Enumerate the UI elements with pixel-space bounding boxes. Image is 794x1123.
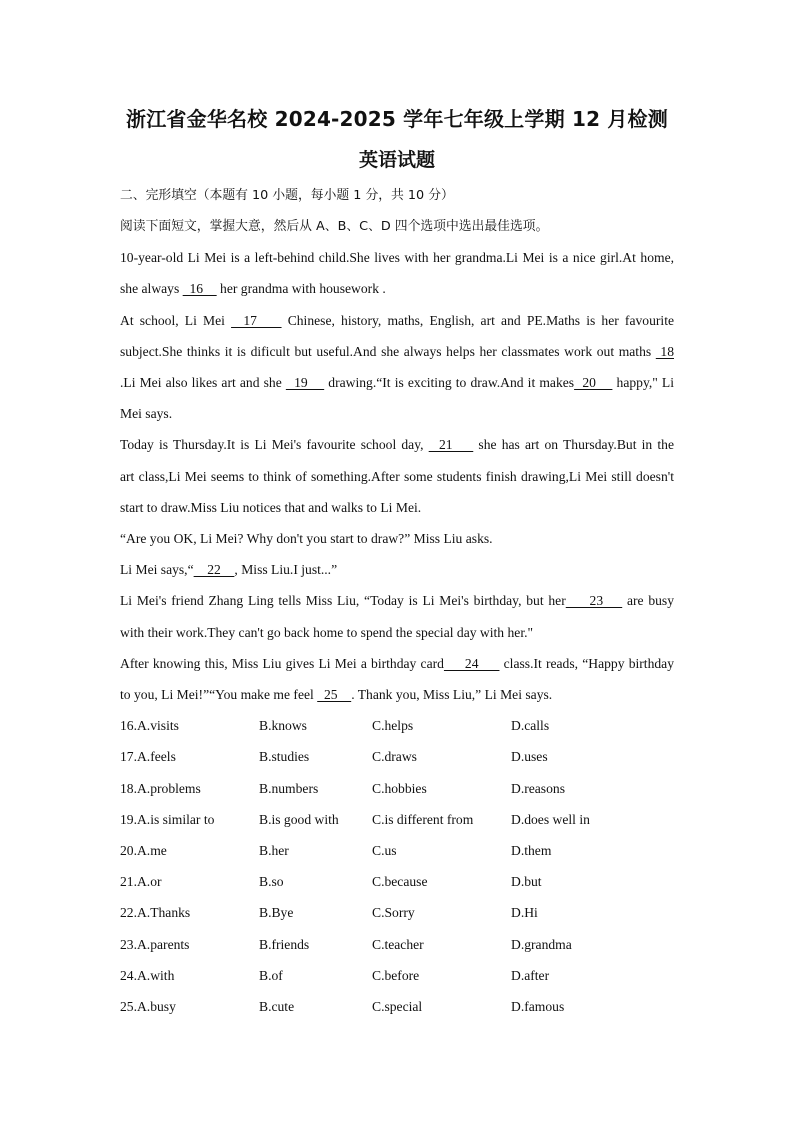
- section-heading: 二、完形填空（本题有 10 小题，每小题 1 分，共 10 分）: [120, 188, 454, 203]
- passage-text: to you, Li Mei!”“You make me feel: [120, 687, 318, 702]
- blank-17: 17: [231, 313, 282, 328]
- option-a: 25.A.busy: [120, 999, 176, 1014]
- passage-text: After knowing this, Miss Liu gives Li Mei a birthday card: [120, 656, 444, 671]
- passage-text: Today is Thursday.It is Li Mei's favourite school day,: [120, 437, 429, 452]
- option-b: B.of: [259, 968, 283, 983]
- passage-text: “Are you OK, Li Mei? Why don't you start to draw?” Miss Liu asks.: [120, 531, 493, 546]
- question-row: [120, 717, 680, 735]
- option-c: C.because: [372, 874, 428, 889]
- passage-text: . Thank you, Miss Liu,” Li Mei says.: [351, 687, 553, 702]
- option-a: 18.A.problems: [120, 781, 201, 796]
- option-a: 24.A.with: [120, 968, 175, 983]
- passage-line: [120, 499, 674, 517]
- option-d: D.calls: [511, 718, 550, 733]
- option-a: 19.A.is similar to: [120, 812, 215, 827]
- passage-text: she always: [120, 281, 183, 296]
- blank-23: 23: [565, 593, 623, 608]
- option-b: B.is good with: [259, 812, 339, 827]
- option-a: 20.A.me: [120, 843, 167, 858]
- option-c: C.before: [372, 968, 420, 983]
- question-row: [120, 842, 680, 860]
- passage-text: subject.She thinks it is dificult but useful.And she always helps her classmates work out maths: [120, 344, 656, 359]
- passage-text: Li Mei's friend Zhang Ling tells Miss Liu, “Today is Li Mei's birthday, but her: [120, 593, 566, 608]
- option-c: C.hobbies: [372, 781, 427, 796]
- option-d: D.uses: [511, 749, 548, 764]
- question-row: [120, 998, 680, 1016]
- passage-text: happy," Li: [612, 375, 675, 390]
- question-row: [120, 936, 680, 954]
- passage-text: start to draw.Miss Liu notices that and walks to Li Mei.: [120, 500, 422, 515]
- passage-line: [120, 530, 674, 548]
- option-b: B.knows: [259, 718, 307, 733]
- option-b: B.studies: [259, 749, 310, 764]
- passage-text: Chinese, history, maths, English, art and PE.Maths is her favourite: [281, 313, 674, 328]
- passage-line: [120, 561, 674, 579]
- passage-line: [120, 280, 674, 298]
- option-c: C.helps: [372, 718, 414, 733]
- option-b: B.Bye: [259, 905, 294, 920]
- passage-line: [120, 374, 674, 392]
- passage-line: [120, 312, 674, 330]
- passage-text: Mei says.: [120, 406, 173, 421]
- passage-text: art class,Li Mei seems to think of something.After some students finish drawing,Li Mei still doesn't: [120, 469, 674, 484]
- option-a: 21.A.or: [120, 874, 162, 889]
- page-title: 浙江省金华名校 2024-2025 学年七年级上学期 12 月检测: [126, 107, 668, 131]
- option-d: D.famous: [511, 999, 565, 1014]
- passage-line: [120, 405, 674, 423]
- passage-line: [120, 624, 674, 642]
- passage-line: [120, 436, 674, 454]
- option-d: D.them: [511, 843, 552, 858]
- instruction-text: 阅读下面短文，掌握大意，然后从 A、B、C、D 四个选项中选出最佳选项。: [120, 219, 549, 234]
- option-b: B.cute: [259, 999, 295, 1014]
- passage-text: drawing.“It is exciting to draw.And it makes: [324, 375, 575, 390]
- option-c: C.teacher: [372, 937, 424, 952]
- question-row: [120, 780, 680, 798]
- passage-text: are busy: [622, 593, 674, 608]
- passage-text: she has art on Thursday.But in the: [473, 437, 674, 452]
- question-row: [120, 748, 680, 766]
- blank-22: 22: [193, 562, 235, 577]
- question-row: [120, 811, 680, 829]
- passage-line: [120, 468, 674, 486]
- passage-line: [120, 249, 674, 267]
- passage-line: [120, 343, 674, 361]
- page-subtitle: 英语试题: [358, 149, 435, 171]
- option-a: 16.A.visits: [120, 718, 179, 733]
- blank-24: 24: [443, 656, 500, 671]
- option-a: 17.A.feels: [120, 749, 176, 764]
- question-row: [120, 904, 680, 922]
- option-d: D.Hi: [511, 905, 538, 920]
- blank-25: 25: [317, 687, 352, 702]
- option-c: C.is different from: [372, 812, 474, 827]
- option-c: C.special: [372, 999, 423, 1014]
- blank-18: 18: [655, 344, 674, 359]
- option-a: 23.A.parents: [120, 937, 190, 952]
- blank-21: 21: [428, 437, 474, 452]
- passage-text: 10-year-old Li Mei is a left-behind child.She lives with her grandma.Li Mei is a nice girl.At home,: [120, 250, 674, 265]
- option-d: D.does well in: [511, 812, 590, 827]
- blank-19: 19: [285, 375, 325, 390]
- option-d: D.reasons: [511, 781, 565, 796]
- blank-16: 16: [182, 281, 217, 296]
- passage-text: Li Mei says,“: [120, 562, 194, 577]
- option-c: C.draws: [372, 749, 417, 764]
- blank-20: 20: [574, 375, 613, 390]
- passage-line: [120, 655, 674, 673]
- option-c: C.us: [372, 843, 397, 858]
- passage-text: class.It reads, “Happy birthday: [499, 656, 674, 671]
- question-row: [120, 967, 680, 985]
- question-row: [120, 873, 680, 891]
- option-a: 22.A.Thanks: [120, 905, 191, 920]
- option-b: B.friends: [259, 937, 310, 952]
- option-c: C.Sorry: [372, 905, 415, 920]
- passage-text: At school, Li Mei: [120, 313, 232, 328]
- option-b: B.so: [259, 874, 284, 889]
- passage-line: [120, 686, 674, 704]
- passage-text: , Miss Liu.I just...”: [234, 562, 338, 577]
- option-b: B.her: [259, 843, 289, 858]
- option-d: D.grandma: [511, 937, 572, 952]
- option-d: D.but: [511, 874, 542, 889]
- passage-text: her grandma with housework .: [216, 281, 386, 296]
- passage-text: with their work.They can't go back home to spend the special day with her.": [120, 625, 534, 640]
- passage-text: .Li Mei also likes art and she: [120, 375, 286, 390]
- option-d: D.after: [511, 968, 550, 983]
- passage-line: [120, 592, 674, 610]
- option-b: B.numbers: [259, 781, 319, 796]
